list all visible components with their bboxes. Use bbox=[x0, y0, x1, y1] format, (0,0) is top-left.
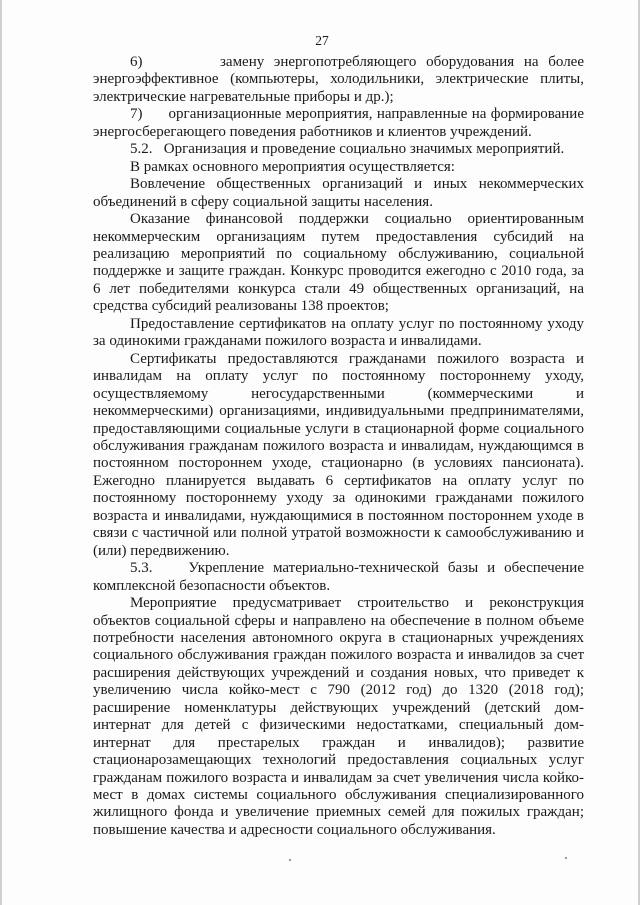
paragraph-financial-support: Оказание финансовой поддержки социально ориентированным некоммерческим организациям путем предоставления субсидий на реализацию мероприятий по социальному обслуживанию, социальной поддержке и защите граждан. Конкурс проводится ежегодно с 2010 года, за 6 лет победителями конкурса стали 49 общественных организаций, на средства субсидий реализованы 138 проектов; bbox=[93, 211, 584, 315]
paragraph-construction: Мероприятие предусматривает строительство и реконструкция объектов социальной сферы и направлено на обеспечение в полном объеме потребности населения автономного округа в стационарных учреждениях социального обслуживания граждан пожилого возраста и инвалидов за счет расширения действующих учреждений и создания новых, что приведет к увеличению числа койко-мест с 790 (2012 год) до 1320 (2018 год); расширение номенклатуры действующих учреждений (детский дом-интернат для детей с физическими недостатками, специальный дом-интернат для престарелых граждан и инвалидов); развитие стационарозамещающих технологий предоставления социальных услуг гражданам пожилого возраста и инвалидам за счет увеличения числа койко-мест в домах системы социального обслуживания специализированного жилищного фонда и увеличение приемных семей для пожилых граждан; повышение качества и адресности социального обслуживания. bbox=[93, 595, 584, 838]
list-item-7: 7) организационные мероприятия, направленные на формирование энергосберегающего поведения работников и клиентов учреждений. bbox=[93, 106, 584, 140]
scan-speck bbox=[289, 859, 291, 861]
document-body bbox=[93, 54, 584, 839]
paragraph-certificates-title: Предоставление сертификатов на оплату услуг по постоянному уходу за одинокими гражданами пожилого возраста и инвалидами. bbox=[93, 315, 584, 350]
section-heading-5-2: 5.2. Организация и проведение социально значимых мероприятий. bbox=[130, 141, 565, 158]
list-item-6: 6) замену энергопотребляющего оборудования на более энергоэффективное (компьютеры, холодильники, электрические плиты, электрические нагревательные приборы и др.); bbox=[93, 54, 584, 105]
paragraph-certificates-details: Сертификаты предоставляются гражданами пожилого возраста и инвалидам на оплату услуг по постоянному постороннему уходу, осуществляемому негосударственными (коммерческими и некоммерческими) организациями, индивидуальными предпринимателями, предоставляющими социальные услуги в стационарной форме социального обслуживания гражданам пожилого возраста и инвалидам, нуждающимся в постоянном постороннем уходе, стационарно (в условиях пансионата). Ежегодно планируется выдавать 6 сертификатов на оплату услуг по постоянному постороннему уходу за одинокими гражданами пожилого возраста и инвалидами, нуждающимися в постоянном постороннем уходе в связи с частичной или полной утратой возможности к самообслуживанию и (или) передвижению. bbox=[93, 350, 584, 559]
scan-speck bbox=[565, 857, 567, 859]
paragraph-involvement: Вовлечение общественных организаций и иных некоммерческих объединений в сферу социальной защиты населения. bbox=[93, 176, 584, 210]
paragraph-intro: В рамках основного мероприятия осуществляется: bbox=[130, 158, 455, 175]
page-number: 27 bbox=[315, 33, 329, 48]
section-heading-5-3: 5.3. Укрепление материально-технической базы и обеспечение комплексной безопасности объектов. bbox=[93, 560, 584, 594]
